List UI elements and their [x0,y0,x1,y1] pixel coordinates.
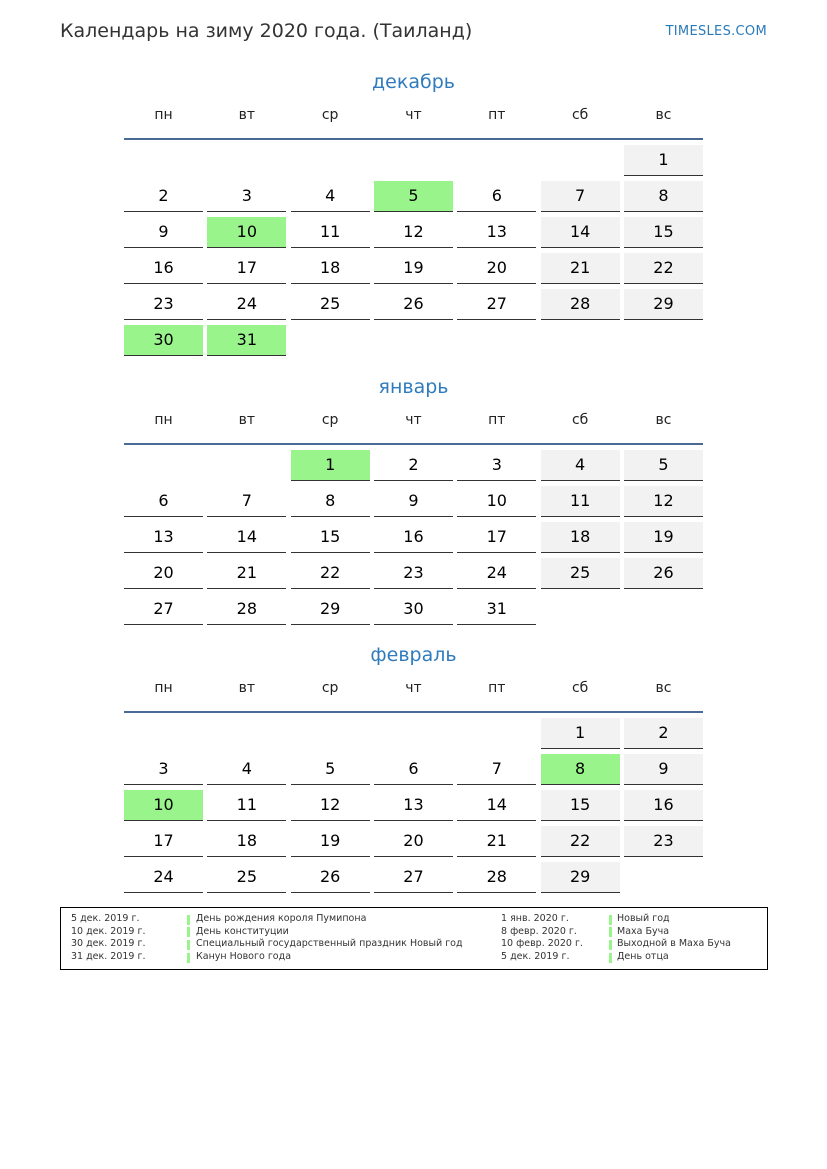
day-cell: 13 [124,522,203,553]
day-cell: 16 [374,522,453,553]
weekday-label: чт [405,412,422,428]
day-cell: 24 [457,558,536,589]
weekday-label: чт [405,107,422,123]
day-cell: 13 [374,790,453,821]
weekday-label: сб [571,412,589,428]
day-cell: 14 [457,790,536,821]
day-cell: 14 [207,522,286,553]
holiday-color-marker [187,953,190,963]
weekend-day-cell: 1 [541,718,620,749]
legend-holiday-name: День конституции [196,925,289,937]
weekday-label: вс [655,107,672,123]
holiday-color-marker [609,940,612,950]
holiday-day-cell: 10 [207,217,286,248]
empty-cell [374,145,453,175]
legend-row [501,913,761,926]
day-cell: 25 [291,289,370,320]
weekend-day-cell: 18 [541,522,620,553]
empty-cell [457,145,536,175]
month-december [124,68,703,356]
holiday-color-marker [187,915,190,925]
empty-cell [207,718,286,748]
day-grid [124,145,703,356]
weekend-day-cell: 12 [624,486,703,517]
holiday-color-marker [609,915,612,925]
weekday-label: сб [571,107,589,123]
day-cell: 23 [124,289,203,320]
day-cell: 31 [457,594,536,625]
weekend-day-cell: 15 [541,790,620,821]
weekday-label: пн [154,680,173,696]
weekend-day-cell: 2 [624,718,703,749]
day-cell: 3 [124,754,203,785]
day-cell: 20 [457,253,536,284]
day-cell: 22 [291,558,370,589]
day-cell: 12 [291,790,370,821]
empty-cell [124,718,203,748]
month-title: январь [378,376,449,398]
day-cell: 6 [374,754,453,785]
day-grid [124,450,703,625]
day-cell: 28 [207,594,286,625]
legend-row [71,926,491,939]
day-cell: 19 [291,826,370,857]
day-cell: 3 [457,450,536,481]
legend-date: 1 янв. 2020 г. [501,913,569,924]
weekday-label: ср [321,107,339,123]
legend-date: 10 февр. 2020 г. [501,938,583,950]
legend-holiday-name: Канун Нового года [196,951,292,963]
brand-link[interactable]: TIMESLES.COM [665,24,767,39]
day-cell: 11 [291,217,370,248]
legend-date: 5 дек. 2019 г. [71,913,140,924]
weekend-day-cell: 1 [624,145,703,176]
day-cell: 10 [457,486,536,517]
legend-date: 30 дек. 2019 г. [71,938,146,950]
day-cell: 7 [457,754,536,785]
day-cell: 29 [291,594,370,625]
day-cell: 21 [457,826,536,857]
day-cell: 17 [124,826,203,857]
empty-cell [541,145,620,175]
weekend-day-cell: 28 [541,289,620,320]
legend-column-right [501,913,761,964]
weekend-day-cell: 29 [624,289,703,320]
day-cell: 27 [124,594,203,625]
legend-date: 8 февр. 2020 г. [501,925,577,937]
day-cell: 19 [374,253,453,284]
month-title: декабрь [372,71,455,93]
month-february [124,641,703,893]
legend-holiday-name: Выходной в Маха Буча [617,938,731,950]
weekend-day-cell: 22 [624,253,703,284]
day-cell: 17 [457,522,536,553]
day-cell: 20 [374,826,453,857]
holiday-day-cell: 30 [124,325,203,356]
weekday-label: сб [571,680,589,696]
day-cell: 30 [374,594,453,625]
empty-cell [291,145,370,175]
day-cell: 28 [457,862,536,893]
legend-column-left [71,913,491,964]
empty-cell [124,145,203,175]
weekday-label: пт [488,680,506,696]
weekend-day-cell: 25 [541,558,620,589]
weekday-header [124,677,703,713]
weekday-label: вс [655,412,672,428]
legend-row [501,938,761,951]
weekend-day-cell: 19 [624,522,703,553]
holiday-color-marker [609,927,612,937]
holiday-legend [60,907,768,970]
day-cell: 20 [124,558,203,589]
day-cell: 17 [207,253,286,284]
weekend-day-cell: 11 [541,486,620,517]
legend-date: 31 дек. 2019 г. [71,951,146,963]
page-title: Календарь на зиму 2020 года. (Таиланд) [60,20,473,42]
day-cell: 24 [124,862,203,893]
day-cell: 27 [374,862,453,893]
weekday-label: пт [488,412,506,428]
legend-date: 5 дек. 2019 г. [501,951,570,963]
legend-row [501,926,761,939]
legend-holiday-name: Специальный государственный праздник Новый год [196,938,463,950]
empty-cell [124,450,203,480]
day-grid [124,718,703,893]
legend-row [71,951,491,964]
legend-row [501,951,761,964]
day-cell: 4 [207,754,286,785]
holiday-color-marker [609,953,612,963]
day-cell: 2 [374,450,453,481]
weekday-label: ср [321,412,339,428]
weekday-label: пт [488,107,506,123]
day-cell: 6 [457,181,536,212]
holiday-day-cell: 10 [124,790,203,821]
legend-holiday-name: День отца [617,951,669,963]
day-cell: 9 [124,217,203,248]
day-cell: 13 [457,217,536,248]
day-cell: 5 [291,754,370,785]
day-cell: 23 [374,558,453,589]
day-cell: 21 [207,558,286,589]
weekday-label: вт [238,680,256,696]
weekend-day-cell: 4 [541,450,620,481]
empty-cell [457,718,536,748]
empty-cell [291,718,370,748]
holiday-color-marker [187,927,190,937]
holiday-day-cell: 31 [207,325,286,356]
holiday-day-cell: 1 [291,450,370,481]
weekday-label: пн [154,412,173,428]
weekend-day-cell: 14 [541,217,620,248]
weekday-label: вт [238,412,256,428]
legend-holiday-name: Маха Буча [617,925,670,937]
day-cell: 18 [291,253,370,284]
weekday-label: чт [405,680,422,696]
weekend-day-cell: 9 [624,754,703,785]
empty-cell [207,450,286,480]
legend-row [71,938,491,951]
day-cell: 27 [457,289,536,320]
weekday-label: вт [238,107,256,123]
weekend-day-cell: 23 [624,826,703,857]
holiday-day-cell: 8 [541,754,620,785]
legend-date: 10 дек. 2019 г. [71,925,146,937]
day-cell: 12 [374,217,453,248]
empty-cell [374,718,453,748]
day-cell: 8 [291,486,370,517]
holiday-color-marker [187,940,190,950]
weekday-header [124,409,703,445]
day-cell: 6 [124,486,203,517]
day-cell: 4 [291,181,370,212]
day-cell: 24 [207,289,286,320]
day-cell: 2 [124,181,203,212]
legend-holiday-name: День рождения короля Пумипона [196,913,367,924]
day-cell: 18 [207,826,286,857]
month-january [124,373,703,625]
weekday-label: пн [154,107,173,123]
weekend-day-cell: 16 [624,790,703,821]
day-cell: 9 [374,486,453,517]
weekday-label: вс [655,680,672,696]
weekend-day-cell: 29 [541,862,620,893]
day-cell: 15 [291,522,370,553]
weekend-day-cell: 5 [624,450,703,481]
weekend-day-cell: 15 [624,217,703,248]
day-cell: 26 [374,289,453,320]
day-cell: 7 [207,486,286,517]
day-cell: 25 [207,862,286,893]
month-title: февраль [370,644,457,666]
empty-cell [207,145,286,175]
weekend-day-cell: 21 [541,253,620,284]
day-cell: 3 [207,181,286,212]
weekend-day-cell: 26 [624,558,703,589]
day-cell: 16 [124,253,203,284]
legend-row [71,913,491,926]
weekday-header [124,104,703,140]
weekday-label: ср [321,680,339,696]
weekend-day-cell: 7 [541,181,620,212]
legend-holiday-name: Новый год [617,913,670,924]
day-cell: 11 [207,790,286,821]
weekend-day-cell: 22 [541,826,620,857]
day-cell: 26 [291,862,370,893]
weekend-day-cell: 8 [624,181,703,212]
holiday-day-cell: 5 [374,181,453,212]
